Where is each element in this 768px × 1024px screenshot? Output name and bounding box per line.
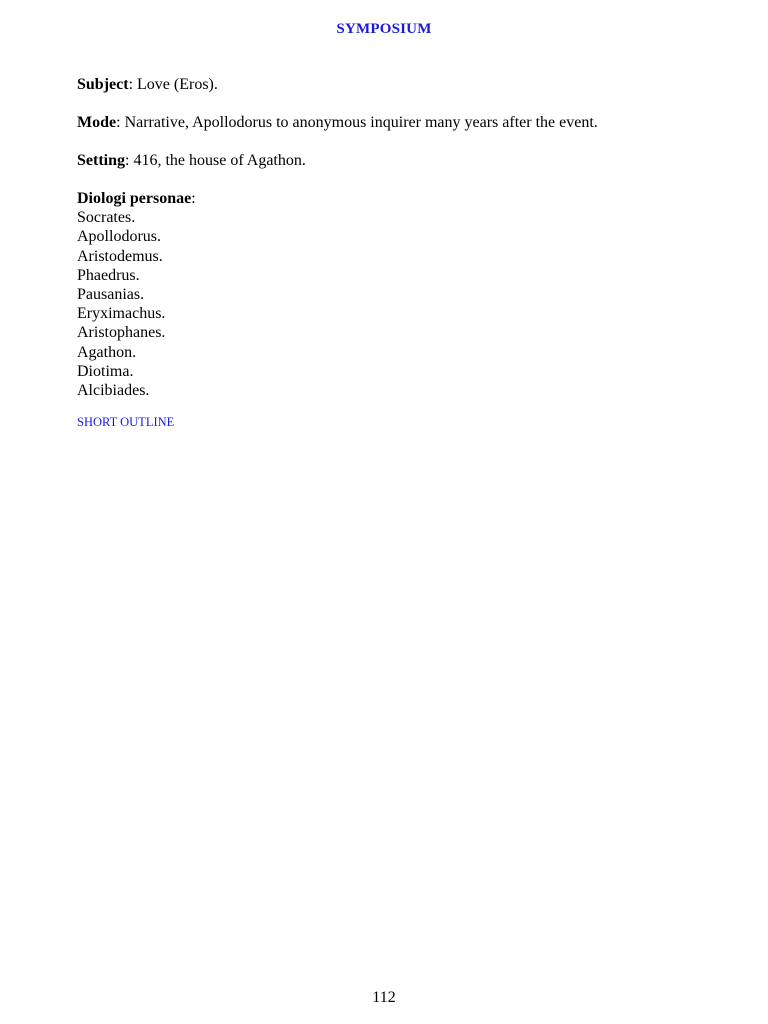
page-title: SYMPOSIUM	[336, 21, 432, 37]
setting-field	[77, 151, 717, 170]
persona-item: Aristophanes.	[77, 324, 166, 342]
persona-item: Alcibiades.	[77, 382, 150, 400]
persona-item: Agathon.	[77, 343, 137, 361]
persona-item: Aristodemus.	[77, 247, 163, 265]
mode-label: Mode	[77, 114, 117, 131]
label-colon: :	[191, 190, 196, 207]
page-number: 112	[372, 989, 396, 1006]
label-colon: :	[128, 76, 138, 93]
label-colon: :	[125, 152, 134, 169]
personae-heading	[77, 189, 717, 208]
subject-label: Subject	[77, 76, 129, 93]
persona-item: Apollodorus.	[77, 228, 161, 246]
subject-value: Love (Eros).	[137, 76, 218, 93]
mode-value: Narrative, Apollodorus to anonymous inquirer many years after the event.	[124, 114, 598, 131]
personae-section	[77, 189, 717, 400]
persona-item: Diotima.	[77, 362, 134, 380]
label-colon: :	[116, 114, 125, 131]
persona-item: Eryximachus.	[77, 305, 166, 323]
subject-field	[77, 75, 717, 94]
content	[77, 75, 717, 431]
short-outline-link[interactable]: SHORT OUTLINE	[77, 415, 175, 430]
setting-label: Setting	[77, 152, 125, 169]
persona-item: Phaedrus.	[77, 266, 140, 284]
mode-field	[77, 113, 717, 132]
persona-item: Pausanias.	[77, 286, 145, 304]
personae-list	[77, 208, 717, 400]
personae-label: Diologi personae	[77, 190, 192, 207]
setting-value: 416, the house of Agathon.	[133, 152, 306, 169]
persona-item: Socrates.	[77, 209, 136, 227]
